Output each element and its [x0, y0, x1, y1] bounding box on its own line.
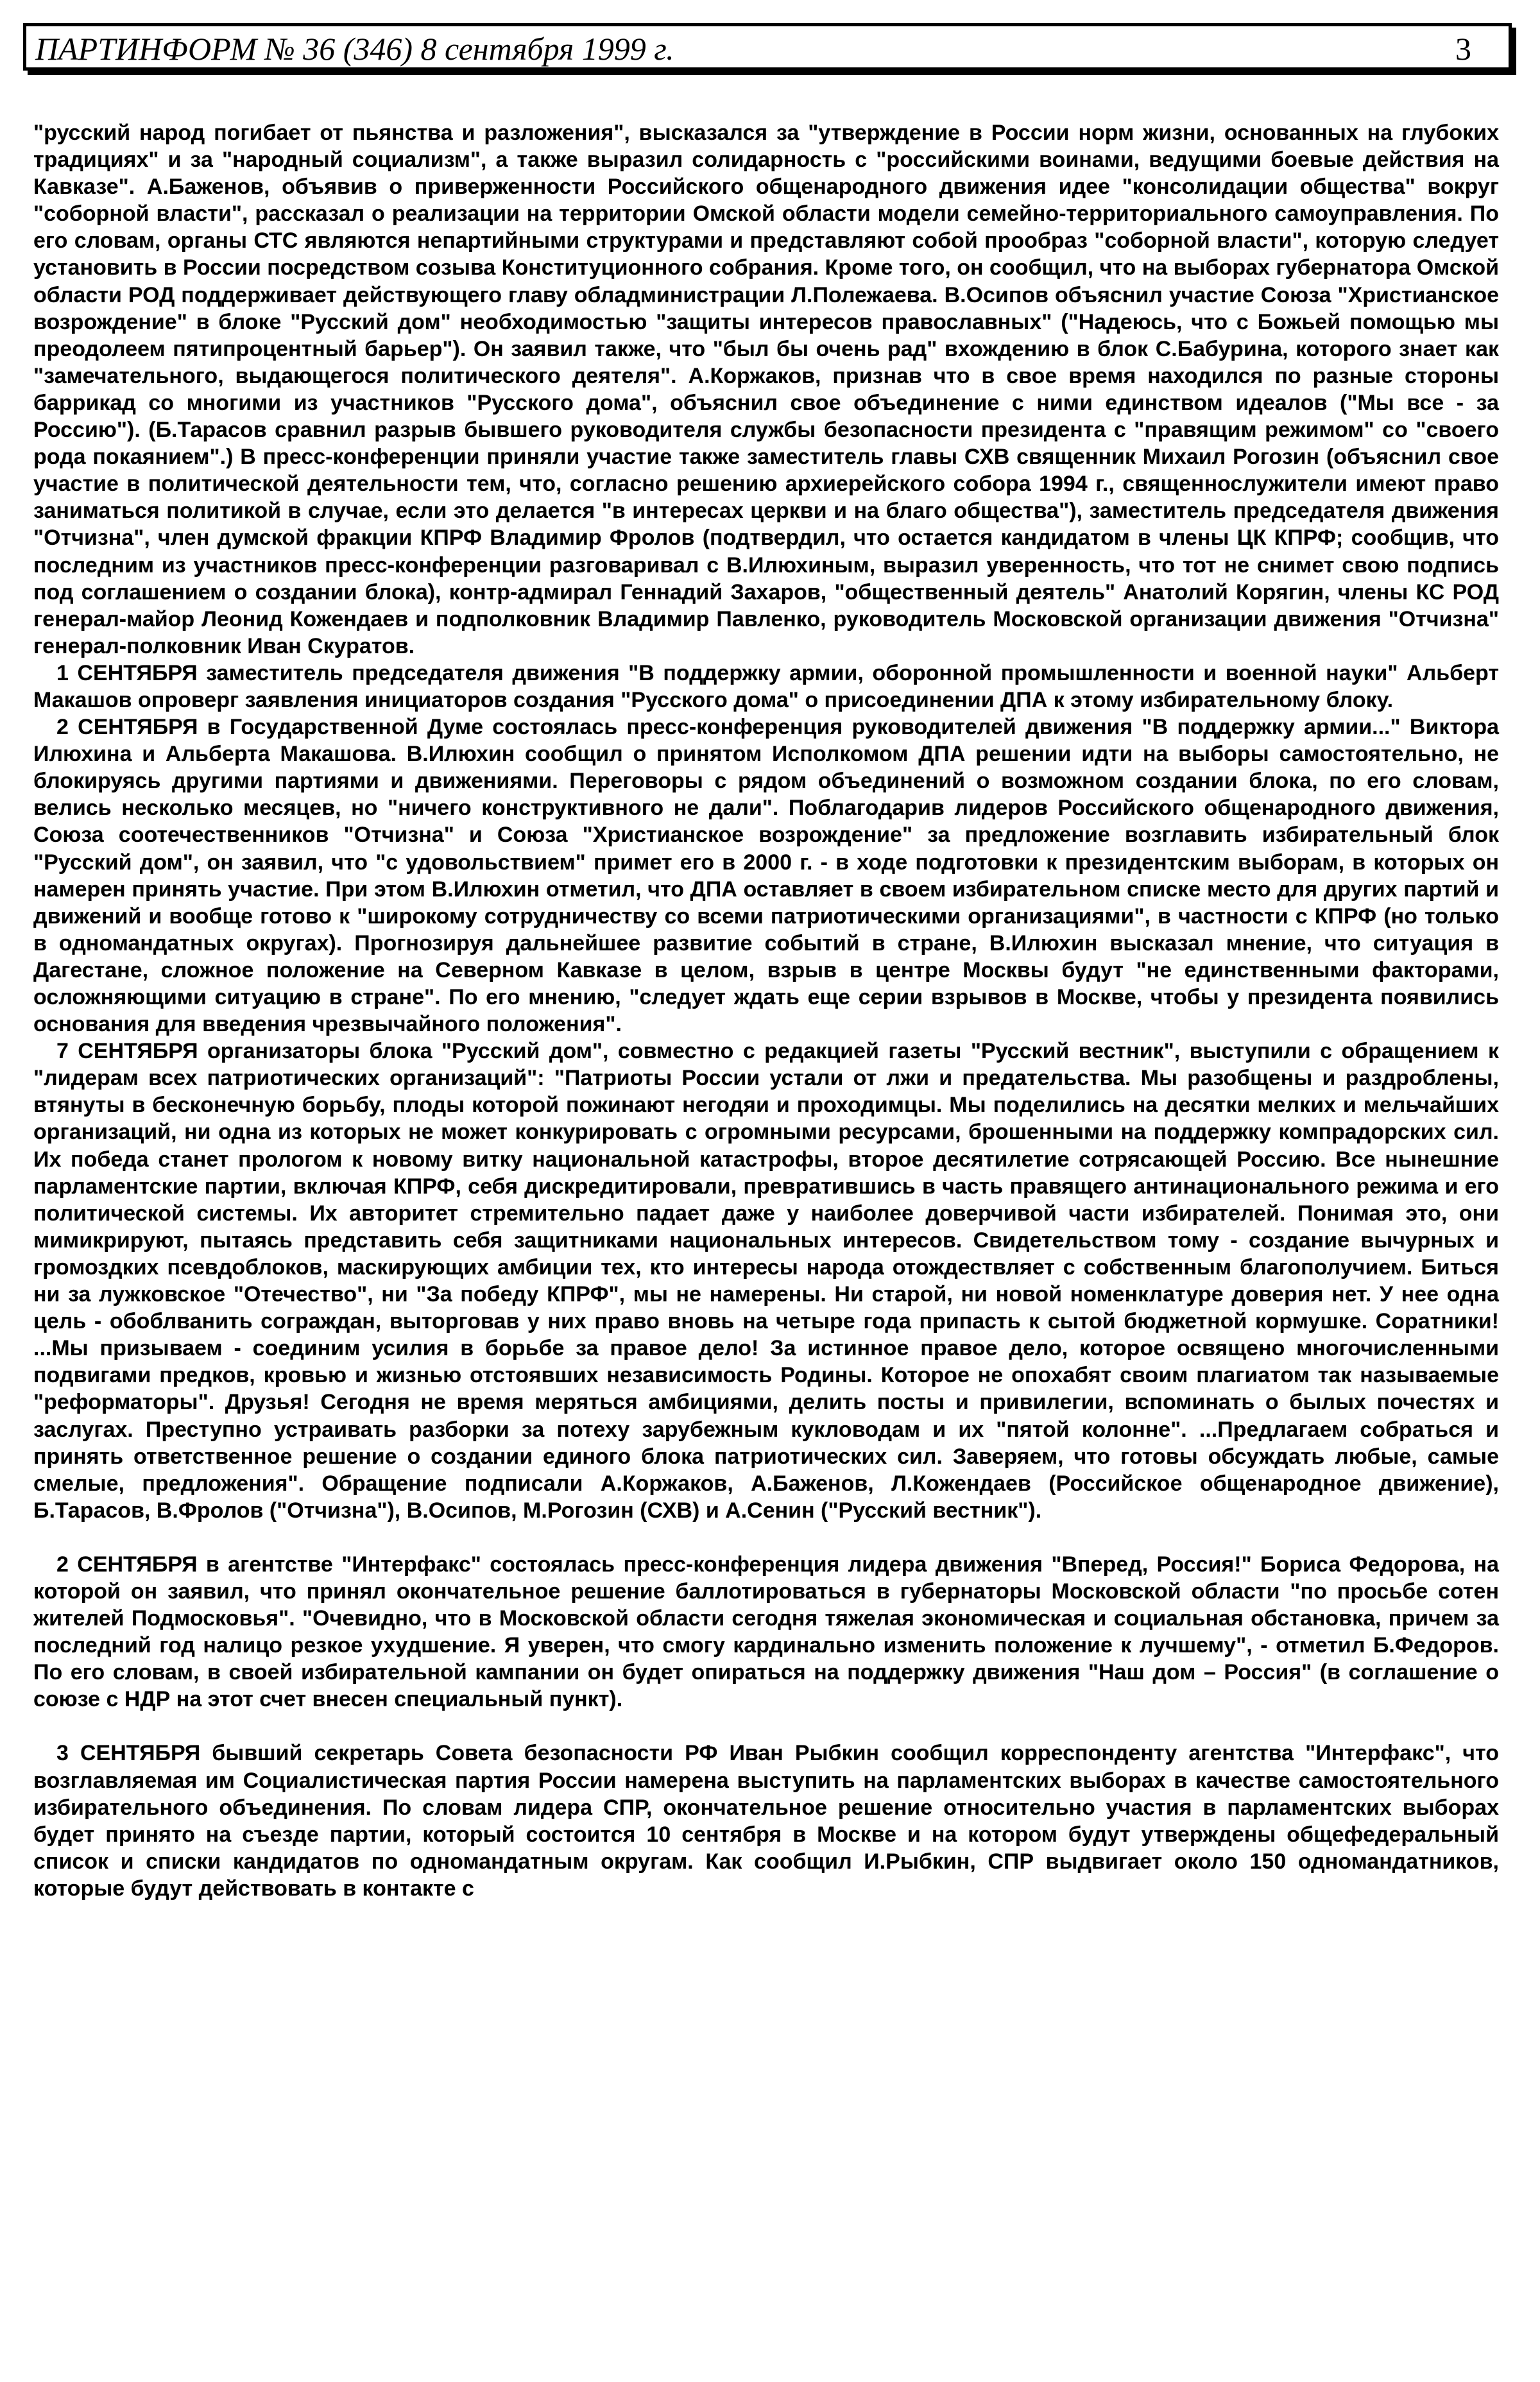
- paragraph-sep-2-duma: 2 СЕНТЯБРЯ в Государственной Думе состоялась пресс-конференция руководителей движения "В поддержку армии..." Виктора Илюхина и Альберта Макашова. В.Илюхин сообщил о принятом Исполкомом ДПА решении идти на выборы самостоятельно, не блокируясь другими партиями и движениями. Переговоры с рядом объединений о возможном создании блока, по его словам, велись несколько месяцев, но "ничего конструктивного не дали". Поблагодарив лидеров Российского общенародного движения, Союза соотечественников "Отчизна" и Союза "Христианское возрождение" за предложение возглавить избирательный блок "Русский дом", он заявил, что "с удовольствием" примет его в 2000 г. - в ходе подготовки к президентским выборам, в которых он намерен принять участие. При этом В.Илюхин отметил, что ДПА оставляет в своем избирательном списке место для других партий и движений и вообще готово к "широкому сотрудничеству со всеми патриотическими организациями", в частности с КПРФ (но только в одномандатных округах). Прогнозируя дальнейшее развитие событий в стране, В.Илюхин высказал мнение, что ситуация в Дагестане, сложное положение на Северном Кавказе в целом, взрыв в центре Москвы будут "не единственными факторами, осложняющими ситуацию в стране". По его мнению, "следует ждать еще серии взрывов в Москве, чтобы у президента появились основания для введения чрезвычайного положения".: [33, 715, 1499, 1037]
- paragraph-continuation: "русский народ погибает от пьянства и разложения", высказался за "утверждение в России норм жизни, основанных на глубоких традициях" и за "народный социализм", а также выразил солидарность с "российскими воинами, ведущими боевые действия на Кавказе". А.Баженов, объявив о приверженности Российского общенародного движения идее "консолидации общества" вокруг "соборной власти", рассказал о реализации на территории Омской области модели семейно-территориального самоуправления. По его словам, органы СТС являются непартийными структурами и представляют собой прообраз "соборной власти", которую следует установить в России посредством созыва Конституционного собрания. Кроме того, он сообщил, что на выборах губернатора Омской области РОД поддерживает действующего главу обладминистрации Л.Полежаева. В.Осипов объяснил участие Союза "Христианское возрождение" в блоке "Русский дом" необходимостью "защиты интересов православных" ("Надеюсь, что с Божьей помощью мы преодолеем пятипроцентный барьер"). Он заявил также, что "был бы очень рад" вхождению в блок С.Бабурина, которого знает как "замечательного, выдающегося политического деятеля". А.Коржаков, признав что в свое время находился по разные стороны баррикад со многими из участников "Русского дома", объяснил свое объединение с ними единством идеалов ("Мы все - за Россию"). (Б.Тарасов сравнил разрыв бывшего руководителя службы безопасности президента с "правящим режимом" со "своего рода покаянием".) В пресс-конференции приняли участие также заместитель главы СХВ священник Михаил Рогозин (объяснил свое участие в политической деятельности тем, что, согласно решению архиерейского собора 1994 г., священнослужители имеют право заниматься политикой в случае, если это делается "в интересах церкви и на благо общества"), заместитель председателя движения "Отчизна", член думской фракции КПРФ Владимир Фролов (подтвердил, что остается кандидатом в члены ЦК КПРФ; сообщив, что последним из участников пресс-конференции разговаривал с В.Илюхиным, выразил уверенность, что тот не снимет свою подпись под соглашением о создании блока), контр-адмирал Геннадий Захаров, "общественный деятель" Анатолий Корягин, члены КС РОД генерал-майор Леонид Кожендаев и подполковник Владимир Павленко, руководитель Московской организации движения "Отчизна" генерал-полковник Иван Скуратов.: [33, 121, 1499, 658]
- paragraph-sep-3-rybkin: 3 СЕНТЯБРЯ бывший секретарь Совета безопасности РФ Иван Рыбкин сообщил корреспонденту агентства "Интерфакс", что возглавляемая им Социалистическая партия России намерена выступить на парламентских выборах в качестве самостоятельного избирательного объединения. По словам лидера СПР, окончательное решение относительно участия в парламентских выборах будет принято на съезде партии, который состоится 10 сентября в Москве и на котором будут утверждены общефедеральный список и списки кандидатов по одномандатным округам. Как сообщил И.Рыбкин, СПР выдвигает около 150 одномандатников, которые будут действовать в контакте с: [33, 1741, 1499, 1901]
- paragraph-sep-1-makashov: 1 СЕНТЯБРЯ заместитель председателя движения "В поддержку армии, оборонной промышленности и военной науки" Альберт Макашов опроверг заявления инициаторов создания "Русского дома" о присоединении ДПА к этому избирательному блоку.: [33, 660, 1499, 712]
- page-header: [23, 23, 1512, 71]
- paragraph-sep-2-fedorov: 2 СЕНТЯБРЯ в агентстве "Интерфакс" состоялась пресс-конференция лидера движения "Вперед, Россия!" Бориса Федорова, на которой он заявил, что принял окончательное решение баллотироваться в губернаторы Московской области "по просьбе сотен жителей Подмосковья". "Очевидно, что в Московской области сегодня тяжелая экономическая и социальная обстановка, причем за последний год налицо резкое ухудшение. Я уверен, что смогу кардинально изменить положение к лучшему", - отметил Б.Федоров. По его словам, в своей избирательной кампании он будет опираться на поддержку движения "Наш дом – Россия" (в соглашение о союзе с НДР на этот счет внесен специальный пункт).: [33, 1552, 1499, 1712]
- article-body: [33, 119, 1499, 1902]
- paragraph-sep-7-appeal: 7 СЕНТЯБРЯ организаторы блока "Русский дом", совместно с редакцией газеты "Русский вестник", выступили с обращением к "лидерам всех патриотических организаций": "Патриоты России устали от лжи и предательства. Мы разобщены и раздроблены, втянуты в бесконечную борьбу, плоды которой пожинают негодяи и проходимцы. Мы поделились на десятки мелких и мельчайших организаций, ни одна из которых не может конкурировать с огромными ресурсами, брошенными на поддержку компрадорских сил. Их победа станет прологом к новому витку национальной катастрофы, второе десятилетие сотрясающей Россию. Все нынешние парламентские партии, включая КПРФ, себя дискредитировали, превратившись в часть правящего антинационального режима и его политической системы. Их авторитет стремительно падает даже у наиболее доверчивой части избирателей. Понимая это, они мимикрируют, пытаясь представить себя защитниками национальных интересов. Свидетельством тому - создание вычурных и громоздких псевдоблоков, маскирующих амбиции тех, кто интересы народа отождествляет с собственным благополучием. Биться ни за лужковское "Отечество", ни "За победу КПРФ", мы не намерены. Ни старой, ни новой номенклатуре доверия нет. У нее одна цель - обоблванить сограждан, выторговав у них право вновь на четыре года припасть к сытой бюджетной кормушке. Соратники! ...Мы призываем - соединим усилия в борьбе за правое дело! За истинное правое дело, которое освящено многочисленными подвигами предков, кровью и жизнью отстоявших независимость Родины. Которое не опохабят своим плагиатом так называемые "реформаторы". Друзья! Сегодня не время меряться амбициями, делить посты и привилегии, вспоминать о былых почестях и заслугах. Преступно устраивать разборки за потеху зарубежным кукловодам и их "пятой колонне". ...Предлагаем собраться и принять ответственное решение о создании единого блока патриотических сил. Заверяем, что готовы обсуждать любые, самые смелые, предложения". Обращение подписали А.Коржаков, А.Баженов, Л.Кожендаев (Российское общенародное движение), Б.Тарасов, В.Фролов ("Отчизна"), В.Осипов, М.Рогозин (СХВ) и А.Сенин ("Русский вестник").: [33, 1039, 1499, 1523]
- header-title: ПАРТИНФОРМ № 36 (346) 8 сентября 1999 г.: [35, 31, 674, 67]
- page-number: 3: [1455, 31, 1471, 67]
